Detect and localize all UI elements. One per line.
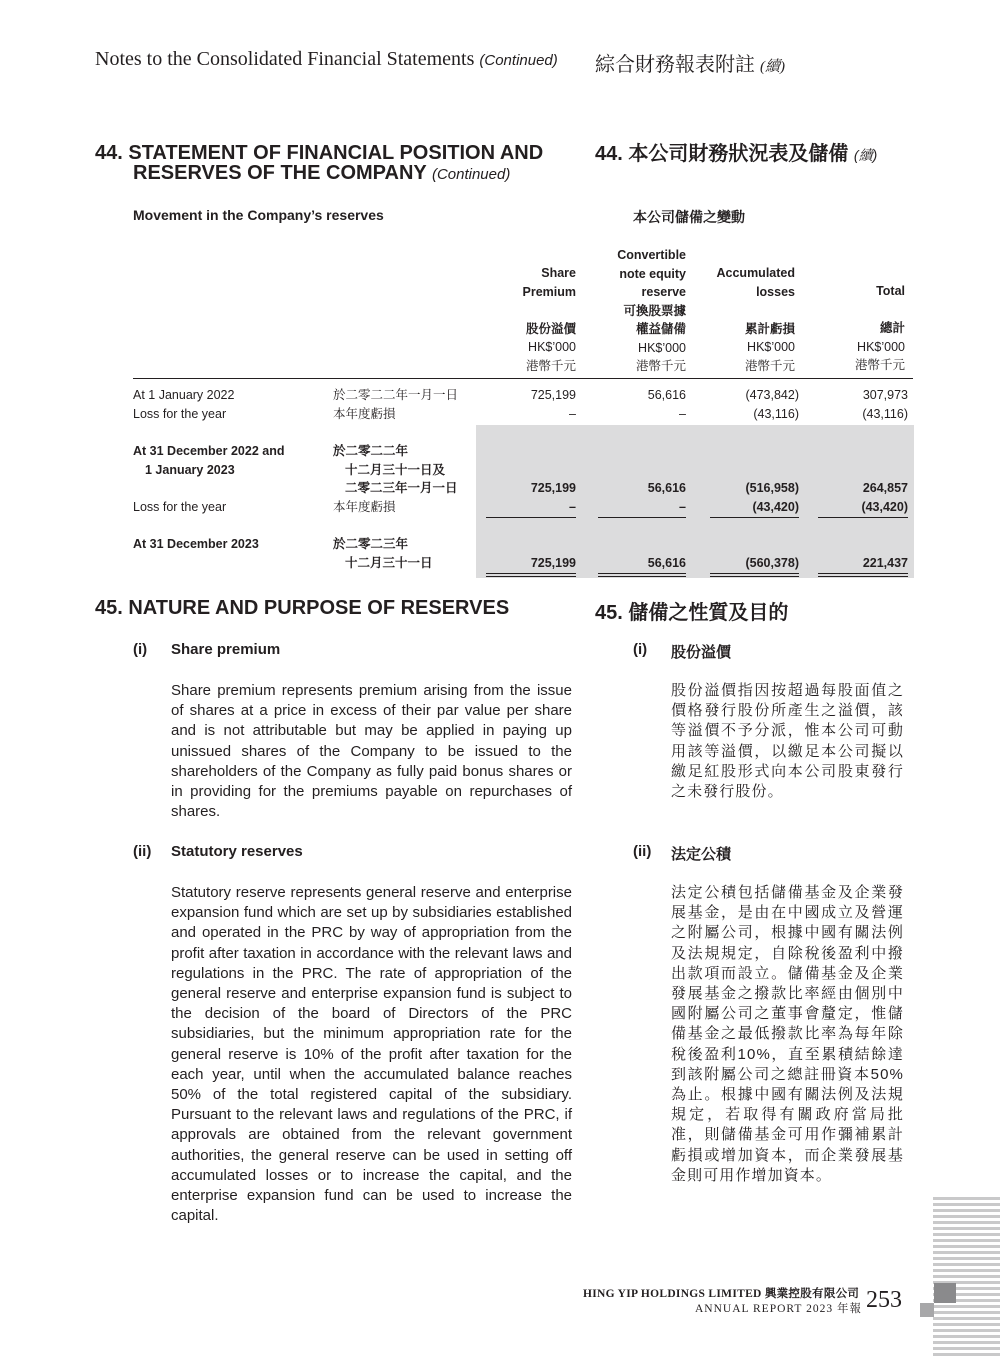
table-cell: 725,199 <box>530 481 576 495</box>
col-share-premium-en-2: Premium <box>522 284 576 299</box>
table-cell: 56,616 <box>647 481 686 495</box>
section-45-heading-zh: 45. 儲備之性質及目的 <box>595 602 789 624</box>
section-44-heading-line2-wrap <box>95 163 543 185</box>
row-at-31-dec-2022-label-zh <box>333 442 458 498</box>
reserves-movement-subheading-en: Movement in the Company’s reserves <box>133 207 384 223</box>
table-cell: (560,378) <box>745 556 799 570</box>
item-ii-title-en: Statutory reserves <box>171 843 303 860</box>
running-header-zh <box>595 48 785 77</box>
col-convertible-en-3: reserve <box>641 285 686 299</box>
subtotal-rule <box>486 517 576 518</box>
item-i-number-en: (i) <box>133 641 148 658</box>
row-at-31-dec-2023-label-zh-1: 於二零二三年 <box>333 537 409 551</box>
table-cell: – <box>679 407 686 421</box>
row-at-31-dec-2022-label-zh-2: 十二月三十一日及 <box>345 462 446 477</box>
table-cell: (43,420) <box>752 500 799 514</box>
row-loss-2022-label-zh: 本年度虧損 <box>333 407 396 421</box>
total-double-rule <box>486 573 576 577</box>
table-cell: 56,616 <box>647 556 686 570</box>
col-accumulated-en-2: losses <box>756 284 795 299</box>
column-header-convertible-note <box>566 246 686 376</box>
table-header-rule <box>133 378 913 379</box>
col-convertible-unit-en: HK$’000 <box>638 340 686 355</box>
row-at-31-dec-2023-label-en: At 31 December 2023 <box>133 537 259 551</box>
item-ii-number-en: (ii) <box>133 843 152 860</box>
table-cell: 725,199 <box>530 556 576 570</box>
table-cell: 221,437 <box>862 556 908 570</box>
table-cell: – <box>569 500 576 514</box>
row-at-31-dec-2023-label-zh <box>333 535 433 572</box>
table-cell: (516,958) <box>745 481 799 495</box>
footer-stripe-decoration <box>933 1197 1000 1357</box>
row-at-31-dec-2022-label-en <box>133 442 284 479</box>
table-cell: (473,842) <box>745 388 799 402</box>
section-44-heading-line2: RESERVES OF THE COMPANY <box>133 162 427 184</box>
row-at-1-jan-2022-label-en: At 1 January 2022 <box>133 388 235 402</box>
row-at-31-dec-2022-label-zh-3: 二零二三年一月一日 <box>345 481 458 495</box>
total-double-rule <box>710 573 799 577</box>
table-cell: 725,199 <box>530 388 576 402</box>
running-title-en: Notes to the Consolidated Financial Statements <box>95 48 475 70</box>
col-total-unit-zh: 港幣千元 <box>854 358 905 372</box>
col-convertible-en-1: Convertible <box>617 248 686 262</box>
item-i-title-en: Share premium <box>171 641 281 658</box>
col-accumulated-unit-zh: 港幣千元 <box>744 358 795 373</box>
footer-square-decoration <box>934 1283 956 1303</box>
col-total-unit-en: HK$’000 <box>857 339 905 354</box>
column-header-total <box>805 282 905 375</box>
page-number: 253 <box>866 1287 902 1313</box>
col-total-zh: 總計 <box>879 321 905 335</box>
section-44-heading-en <box>95 143 543 185</box>
table-cell: 307,973 <box>862 388 908 402</box>
total-double-rule <box>598 573 686 577</box>
section-44-heading-line1: 44. STATEMENT OF FINANCIAL POSITION AND <box>95 142 544 164</box>
running-title-zh: 綜合財務報表附註 <box>595 54 755 76</box>
table-cell: (43,116) <box>753 407 799 421</box>
col-convertible-zh-1: 可換股票據 <box>623 303 686 318</box>
column-header-share-premium <box>476 264 576 375</box>
statutory-reserves-paragraph-en: Statutory reserve represents general reserve and enterprise expansion fund which are set up by subsidiaries established and operated in the PRC by way of appropriation from the profit after taxation in accordance with the relevant laws and regulations in the PRC. The rate of appropriation of the general reserve and enterprise expansion fund is subject to the decision of the board of Directors of the PRC subsidiaries, but the minimum appropriation rate for the general reserve is 10% of the profit after taxation for the each year, until when the accumulated balance reaches 50% of the total registered capital of the subsidiary. Pursuant to the relevant laws and regulations of the PRC, if approvals are obtained from the relevant government authorities, the general reserve can be used in setting off accumulated losses or to increase the capital, and the enterprise expansion fund can be used to increase the capital. <box>171 884 572 1225</box>
col-accumulated-en-1: Accumulated <box>716 266 795 280</box>
col-accumulated-zh: 累計虧損 <box>744 321 795 336</box>
share-premium-paragraph-zh: 股份溢價指因按超過每股面值之價格發行股份所產生之溢價，該等溢價不予分派，惟本公司可動用該等溢價，以繳足本公司擬以繳足紅股形式向本公司股東發行之未發行股份。 <box>671 682 904 801</box>
section-44-continued-zh: (續) <box>853 147 878 163</box>
statutory-reserves-paragraph-zh: 法定公積包括儲備基金及企業發展基金，是由在中國成立及營運之附屬公司，根據中國有關法例及法規規定，自除稅後盈利中撥出款項而設立。儲備基金及企業發展基金之撥款比率經由個別中國附屬公司之董事會釐定，惟儲備基金之最低撥款比率為每年除稅後盈利10%，直至累積結餘達到該附屬公司之總註冊資本50%為止。根據中國有關法例及法規規定，若取得有關政府當局批准，則儲備基金可用作彌補累計虧損或增加資本，而企業發展基金則可用作增加資本。 <box>671 884 904 1184</box>
col-share-premium-unit-zh: 港幣千元 <box>525 358 576 373</box>
row-at-31-dec-2023-label-zh-2: 十二月三十一日 <box>345 555 433 570</box>
footer-square-decoration <box>920 1303 934 1317</box>
row-at-31-dec-2022-label-en-1: At 31 December 2022 and <box>133 444 285 458</box>
row-at-31-dec-2022-label-en-2: 1 January 2023 <box>145 462 235 477</box>
col-share-premium-zh: 股份溢價 <box>525 321 576 336</box>
row-at-31-dec-2022-label-zh-1: 於二零二二年 <box>333 444 409 458</box>
table-cell: – <box>679 500 686 514</box>
item-i-number-zh: (i) <box>633 641 648 658</box>
col-total-en: Total <box>876 284 905 298</box>
section-45-heading-en: 45. NATURE AND PURPOSE OF RESERVES <box>95 597 510 619</box>
row-loss-2023-label-zh: 本年度虧損 <box>333 500 396 514</box>
footer-report-name: ANNUAL REPORT 2023 年報 <box>695 1303 862 1315</box>
row-loss-2023-label-en: Loss for the year <box>133 500 227 514</box>
table-cell: (43,420) <box>861 500 908 514</box>
share-premium-paragraph-en: Share premium represents premium arising from the issue of shares at a price in excess of their par value per share and is not attributable but may be applied in paying up unissued shares of the Company to be issued to the shareholders of the Company as fully paid bonus shares or in providing for the premiums payable on repurchases of shares. <box>171 682 572 821</box>
col-share-premium-unit-en: HK$’000 <box>528 340 576 354</box>
col-accumulated-unit-en: HK$’000 <box>747 340 795 354</box>
table-cell: 56,616 <box>647 388 686 402</box>
col-convertible-en-2: note equity <box>619 266 686 281</box>
running-continued-zh: (續) <box>760 59 785 75</box>
col-share-premium-en-1: Share <box>541 266 576 280</box>
footer-company-name: HING YIP HOLDINGS LIMITED 興業控股有限公司 <box>583 1288 860 1300</box>
section-44-heading-zh <box>595 143 877 166</box>
row-at-1-jan-2022-label-zh: 於二零二二年一月一日 <box>333 388 459 402</box>
subtotal-rule <box>818 517 908 518</box>
table-cell: – <box>569 407 576 421</box>
item-ii-number-zh: (ii) <box>633 843 652 860</box>
item-ii-title-zh: 法定公積 <box>671 846 732 863</box>
subtotal-rule <box>598 517 686 518</box>
table-cell: (43,116) <box>862 407 908 421</box>
section-44-continued-en: (Continued) <box>431 166 511 183</box>
column-header-accumulated-losses <box>685 264 795 375</box>
reserves-movement-subheading-zh: 本公司儲備之變動 <box>633 209 745 225</box>
subtotal-rule <box>710 517 799 518</box>
table-cell: 264,857 <box>862 481 908 495</box>
running-continued-en: (Continued) <box>479 52 558 69</box>
col-convertible-zh-2: 權益儲備 <box>635 322 686 336</box>
item-i-title-zh: 股份溢價 <box>671 644 732 661</box>
total-double-rule <box>818 573 908 577</box>
running-header-en <box>95 48 558 71</box>
row-loss-2022-label-en: Loss for the year <box>133 407 227 421</box>
col-convertible-unit-zh: 港幣千元 <box>635 359 686 373</box>
section-44-heading-zh-text: 44. 本公司財務狀況表及儲備 <box>595 143 849 165</box>
